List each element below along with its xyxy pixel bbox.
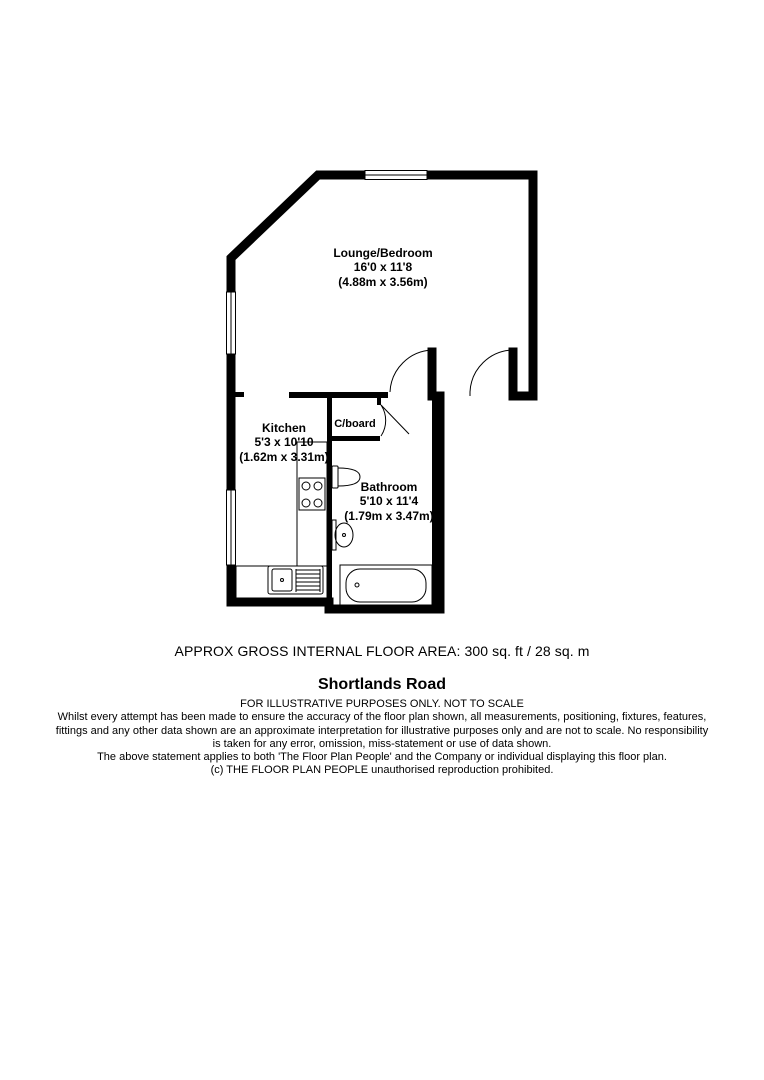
disclaimer-line: The above statement applies to both 'The Floor Plan People' and the Company or individual displaying this floor plan. xyxy=(97,751,667,764)
disclaimer-line: is taken for any error, omission, miss-statement or use of data shown. xyxy=(212,737,552,750)
kitchen-metric: (1.62m x 3.31m) xyxy=(239,450,329,464)
kitchen-name: Kitchen xyxy=(261,421,307,435)
bathroom-name: Bathroom xyxy=(360,480,418,494)
room-labels xyxy=(239,246,433,523)
wall-cupboard-right-stub xyxy=(377,397,381,405)
basin-icon xyxy=(332,520,353,550)
window-left-kitchen xyxy=(226,490,236,565)
kitchen-fittings xyxy=(236,442,327,598)
wall-bath-inner-right xyxy=(432,397,437,605)
floor-area-statement: APPROX GROSS INTERNAL FLOOR AREA: 300 sq. ft / 28 sq. m xyxy=(174,643,590,659)
cupboard-name: C/board xyxy=(334,418,376,430)
bathroom-imperial: 5'10 x 11'4 xyxy=(359,494,419,508)
bathroom-metric: (1.79m x 3.47m) xyxy=(344,509,434,523)
window-top xyxy=(365,170,427,180)
door-cupboard xyxy=(381,405,409,436)
lounge-name: Lounge/Bedroom xyxy=(333,246,433,260)
disclaimer-line: (c) THE FLOOR PLAN PEOPLE unauthorised reproduction prohibited. xyxy=(210,764,554,777)
door-lounge-entry xyxy=(390,350,432,396)
lounge-metric: (4.88m x 3.56m) xyxy=(338,275,428,289)
property-address: Shortlands Road xyxy=(317,676,446,693)
window-left-lounge xyxy=(226,292,236,354)
wall-kitchen-bathroom xyxy=(327,397,332,605)
disclaimer-line: Whilst every attempt has been made to ensure the accuracy of the floor plan shown, all measurements, positioning, fixtures, features, xyxy=(57,711,707,724)
wall-lounge-kitchen xyxy=(289,392,388,398)
wall-cupboard-bottom xyxy=(330,436,380,441)
sink-icon xyxy=(268,566,323,594)
toilet-icon xyxy=(332,466,360,488)
kitchen-imperial: 5'3 x 10'10 xyxy=(254,435,314,449)
wall-lounge-kitchen-left-stub xyxy=(235,392,244,397)
hob-icon xyxy=(299,478,325,510)
bath-icon xyxy=(340,565,432,606)
doors xyxy=(381,350,513,436)
lounge-imperial: 16'0 x 11'8 xyxy=(353,260,413,274)
door-front-entry xyxy=(470,350,513,396)
disclaimer xyxy=(40,698,724,778)
disclaimer-line: fittings and any other data shown are an approximate interpretation for illustrative purposes only and are not to scale. No responsibility xyxy=(55,724,709,737)
disclaimer-line: FOR ILLUSTRATIVE PURPOSES ONLY. NOT TO SCALE xyxy=(240,698,524,710)
